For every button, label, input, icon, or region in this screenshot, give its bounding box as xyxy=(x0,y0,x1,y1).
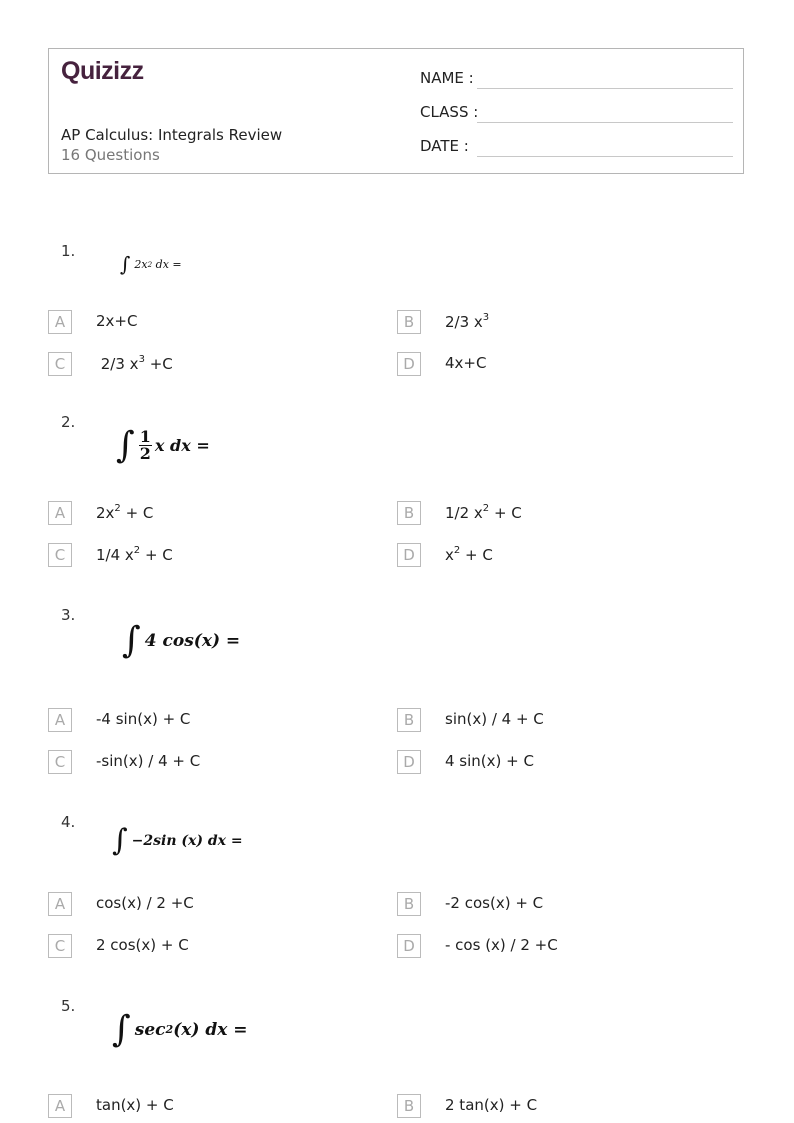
question-number: 1. xyxy=(61,242,76,260)
fraction xyxy=(139,429,152,462)
question-number: 2. xyxy=(61,413,76,431)
superscript: 2 xyxy=(453,545,461,556)
superscript: 2 xyxy=(133,545,141,556)
text-segment: 2 cos(x) + C xyxy=(96,936,189,954)
superscript: 3 xyxy=(482,312,490,323)
date-label: DATE : xyxy=(420,137,469,155)
option-letter-box[interactable]: A xyxy=(48,501,72,525)
fraction-denominator: 2 xyxy=(139,444,151,463)
integral-sign: ∫ xyxy=(122,620,141,661)
text-segment: 4 cos(x) = xyxy=(144,630,241,651)
text-segment: 4x+C xyxy=(445,354,487,372)
integral-sign: ∫ xyxy=(112,823,128,858)
question-number: 5. xyxy=(61,997,76,1015)
worksheet-title: AP Calculus: Integrals Review xyxy=(61,126,283,144)
text-segment: + C xyxy=(460,546,493,564)
text-segment: (x) dx = xyxy=(173,1019,248,1040)
text-segment: tan(x) + C xyxy=(96,1096,174,1114)
text-segment: 4 sin(x) + C xyxy=(445,752,534,770)
option-letter-box[interactable]: B xyxy=(397,1094,421,1118)
class-field[interactable] xyxy=(420,103,478,121)
text-segment: x dx = xyxy=(154,436,210,455)
text-segment: 2x xyxy=(96,504,115,522)
option-text xyxy=(445,1096,537,1114)
superscript: 2 xyxy=(482,503,490,514)
option-letter-box[interactable]: C xyxy=(48,934,72,958)
option-letter-box[interactable]: D xyxy=(397,934,421,958)
option-text xyxy=(445,545,493,564)
name-field[interactable] xyxy=(420,69,474,87)
option-letter-box[interactable]: B xyxy=(397,310,421,334)
text-segment: -sin(x) / 4 + C xyxy=(96,752,201,770)
text-segment: dx = xyxy=(152,257,182,271)
option-text xyxy=(445,503,522,522)
question-count: 16 Questions xyxy=(61,146,160,164)
text-segment: 2x xyxy=(134,257,148,271)
option-text xyxy=(445,752,534,770)
option-text xyxy=(96,354,173,373)
quizizz-logo: Quizizz xyxy=(61,57,144,85)
option-text xyxy=(445,312,489,331)
text-segment: 2 tan(x) + C xyxy=(445,1096,538,1114)
text-segment: 2/3 x xyxy=(96,355,139,373)
text-segment: 2x+C xyxy=(96,312,138,330)
option-text xyxy=(96,894,194,912)
superscript: 3 xyxy=(138,354,145,365)
text-segment: -2 cos(x) + C xyxy=(445,894,544,912)
integral-sign: ∫ xyxy=(116,425,135,466)
class-label: CLASS : xyxy=(420,103,479,121)
text-segment: -4 sin(x) + C xyxy=(96,710,191,728)
question-formula xyxy=(112,823,243,858)
text-segment: sec xyxy=(134,1019,166,1040)
option-letter-box[interactable]: B xyxy=(397,892,421,916)
option-letter-box[interactable]: A xyxy=(48,1094,72,1118)
option-text xyxy=(96,503,153,522)
option-letter-box[interactable]: D xyxy=(397,750,421,774)
integral-sign: ∫ xyxy=(120,252,131,276)
date-field[interactable] xyxy=(420,137,469,155)
text-segment: + C xyxy=(489,504,522,522)
superscript: 2 xyxy=(165,1023,174,1036)
question-formula xyxy=(116,425,210,466)
option-text xyxy=(445,936,558,954)
option-letter-box[interactable]: B xyxy=(397,501,421,525)
option-letter-box[interactable]: B xyxy=(397,708,421,732)
fraction-numerator: 1 xyxy=(139,427,151,446)
question-formula xyxy=(122,620,240,661)
question-number: 4. xyxy=(61,813,76,831)
option-letter-box[interactable]: D xyxy=(397,543,421,567)
text-segment: + C xyxy=(140,546,173,564)
worksheet-header xyxy=(48,48,744,174)
text-segment: 1/2 x xyxy=(445,504,483,522)
option-text xyxy=(96,312,137,330)
option-text xyxy=(96,710,190,728)
option-letter-box[interactable]: C xyxy=(48,352,72,376)
option-text xyxy=(96,1096,174,1114)
question-formula xyxy=(112,1009,248,1050)
option-letter-box[interactable]: A xyxy=(48,310,72,334)
option-text xyxy=(445,710,544,728)
text-segment: 1/4 x xyxy=(96,546,134,564)
date-input-line[interactable] xyxy=(477,156,733,157)
option-letter-box[interactable]: C xyxy=(48,750,72,774)
name-label: NAME : xyxy=(420,69,474,87)
option-text xyxy=(96,752,200,770)
option-text xyxy=(445,894,543,912)
superscript: 2 xyxy=(147,259,153,269)
text-segment: cos(x) / 2 +C xyxy=(96,894,194,912)
text-segment: + C xyxy=(120,504,154,522)
superscript: 2 xyxy=(114,503,121,514)
text-segment: - cos (x) / 2 +C xyxy=(445,936,558,954)
name-input-line[interactable] xyxy=(477,88,733,89)
text-segment: x xyxy=(445,546,454,564)
text-segment: 2/3 x xyxy=(445,313,483,331)
option-letter-box[interactable]: A xyxy=(48,708,72,732)
text-segment: sin(x) / 4 + C xyxy=(445,710,544,728)
option-letter-box[interactable]: A xyxy=(48,892,72,916)
text-segment: −2sin (x) dx = xyxy=(131,832,243,849)
option-text xyxy=(96,936,189,954)
class-input-line[interactable] xyxy=(477,122,733,123)
option-text xyxy=(96,545,173,564)
question-formula xyxy=(120,252,182,276)
option-text xyxy=(445,354,486,372)
question-number: 3. xyxy=(61,606,76,624)
option-letter-box[interactable]: C xyxy=(48,543,72,567)
text-segment: +C xyxy=(144,355,173,373)
integral-sign: ∫ xyxy=(112,1009,131,1050)
option-letter-box[interactable]: D xyxy=(397,352,421,376)
